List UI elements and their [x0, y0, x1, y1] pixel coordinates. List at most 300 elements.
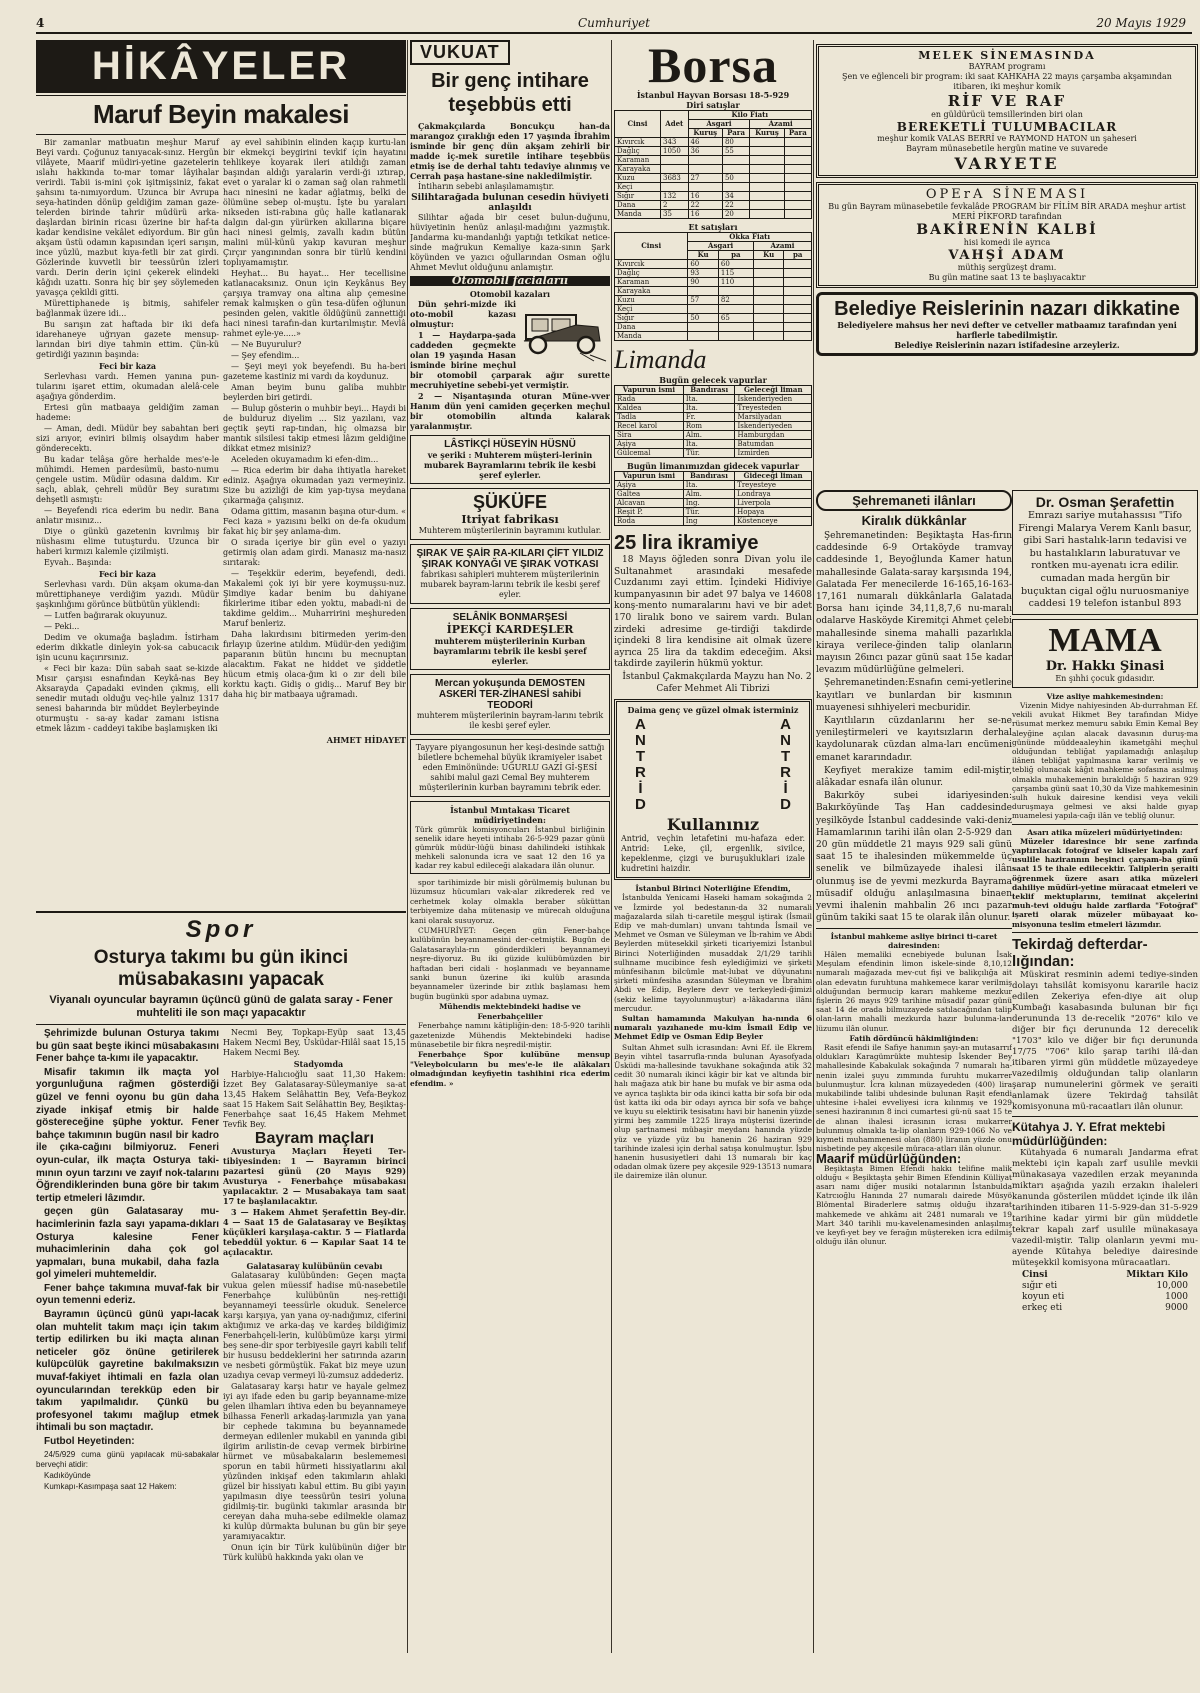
col-header: Vapurun ismi	[615, 386, 684, 395]
table-cell: Hamburgdan	[735, 431, 812, 440]
gs-paragraph: Galatasaray karşı hatır ve hayale gelmez iyi ayı ifade eden bu garip beyanname-mize gelen ilhamları ihtiva eden bu beyannameye bilhassa Fenerli arkadaş-larımızla yan yana bir cephede takımına bu beyannamede dermeyan edilenler mukabil en yanında gibi ilgirim arılistin-de cevap vermek birbirine hürmet ve müsabakaların beslememesi sporun en tabii hürmeti hissiyatlarını akıl yüzünden inkişaf eden takımların ahlaki güzel bir hissiyatı kabul ettim. Bu gibi yayın yapılmasın diye teessürün tesiri yoluna gidilmiş-tir. bugünki takımlar arasında bir cereyan daha muha-sebe edilmekle olamaz ki kulüp dürmakta bulunan bu gün bir şeye yaramıyacaktır.	[223, 1382, 406, 1541]
table-cell: 132	[661, 192, 689, 201]
divider	[816, 928, 1012, 929]
story-paragraph: Serlevhası vardı. Hemen yanına pun-tularını işaret ettim, okumadan alelâ-cele aşağıya gönderdim.	[36, 372, 219, 401]
kutahya-row	[1012, 1270, 1198, 1281]
table-cell: İta.	[683, 440, 735, 449]
table-cell	[753, 305, 784, 314]
story-title: Maruf Beyin makalesi	[93, 99, 349, 129]
spor-section	[36, 908, 406, 1652]
melek-line: en güldürücü temsillerinden biri olan	[931, 110, 1083, 119]
table-cell: Sığır	[615, 314, 688, 323]
table-cell: Rom	[683, 422, 735, 431]
table-cell: 46	[688, 138, 722, 147]
antrid-letter: A	[780, 716, 791, 734]
muhendis-title: Mühendis mektebindeki hadise ve Fenerbahçeliler	[439, 1002, 581, 1021]
col-header: Vapurun ismi	[615, 472, 684, 481]
kiralik-title: Kiralık dükkânlar	[861, 513, 967, 528]
mintaka-title: İstanbul Mıntakası Ticaret müdiriyetinden:	[450, 805, 570, 825]
table-cell: Manda	[615, 210, 661, 219]
col-header: Okka Fiatı	[688, 233, 812, 242]
table-cell: İzmirden	[735, 449, 812, 458]
kutahya-cins: sığır eti	[1022, 1280, 1058, 1291]
table-cell	[722, 183, 749, 192]
melek-varyete: VARYETE	[954, 154, 1060, 173]
antrid-letter: R	[780, 764, 791, 782]
story-paragraph: Bu sarışın zat haftada bir iki defa idarehaneye uğrıyan gazete mensup-larından biri diye tahmin ettim. Çün-kü getirdiği yazının başında:	[36, 320, 219, 359]
bayram-paragraph: Avusturya Maçları Heyeti Ter-tibiyesinden: 1 — Bayramın birinci pazartesi günü (20 Mayıs 929) Avusturya - Fenerbahçe müsabakası yapılacaktır. 2 — Musabakaya tam saat 17 te başlanılacaktır.	[223, 1146, 406, 1206]
right-column	[1012, 490, 1198, 1652]
vukuat-text: İntiharın sebebi anlaşılamamıştır.	[418, 182, 555, 191]
col-header: Bandırası	[683, 472, 734, 481]
spor-paragraph: Necmi Bey, Topkapı-Eyüp saat 13,45 Hakem Necmi Bey, Üsküdar-Hilâl saat 15,15 Hakem Necmi Bey.	[223, 1028, 406, 1057]
noter-signature: Sultan hamamında Makulyan ha-nında 6 numaralı yazıhanede mu-kim İsmail Edip ve Mehmet Edip ve Osman Edip Beyler	[614, 1013, 812, 1042]
ad-title: LÂSTİKÇİ HÜSEYİN HÜSNÜ	[444, 439, 576, 450]
table-row	[615, 440, 812, 449]
ad-title: SELÂNİK BONMARŞESİ	[452, 612, 568, 623]
table-cell	[753, 323, 784, 332]
ad-text: ve şeriki : Muhterem müşteri-lerinin mubarek Bayramlarını tebrik ile kesbi şeref eylerler.	[424, 450, 596, 480]
table-cell	[718, 332, 753, 341]
ilanlar-column	[816, 490, 1012, 1652]
table-row	[615, 156, 812, 165]
col-header: Cinsi	[615, 233, 688, 260]
table-row	[615, 481, 812, 490]
table-cell	[718, 305, 753, 314]
melek-line: Şen ve eğlenceli bir program: iki saat KAHKAHA 22 mayıs çarşamba akşamından itibaren, iki meşhur komik	[842, 72, 1172, 91]
table-cell	[784, 305, 812, 314]
muhendis-text: Fenerbahçe Spor kulübüne mensup "Veleybolcuların bu mes'e-le ile alâkaları olmadığından keyfiyetin tashihini rica ederim efendim. »	[410, 1050, 610, 1088]
table-cell: 80	[722, 138, 749, 147]
table-cell	[784, 210, 811, 219]
table-cell: 50	[688, 314, 719, 323]
divider	[36, 1024, 406, 1025]
vukuat-title: Bir genç intihare teşebbüs etti	[431, 70, 589, 116]
gs-paragraph: Galatasaray kulübünden: Geçen maçta vukua gelen müessif hadise mü-nasebetile Fenerbahçe kulübünün neş-rettiği beyannameyi teessürle okuduk. Senelerce karşı karşıya, yan yana oy-nadığımız, ciferini aktığımız ve arka-daş ve kardeş bildiğimiz Fenerbahçeli-lerin, kulübümüze karşı yirmi beş sene-dir spor terbiyesile gayri kabili telif bir hususu beddeklerini her satırında azarın ve nesbeti görmüştük. Fakat biz meye uzun uzadıya cevap vermeyi lü-zumsuz addederiz.	[223, 1271, 406, 1380]
fatih-title: Fatih dördüncü hâkimliğinden:	[849, 1033, 979, 1043]
gs-paragraph: Onun için bir Türk kulübünün diğer bir Türk kulübü hakkında yakı olan ve	[223, 1543, 406, 1562]
table-cell	[753, 287, 784, 296]
kutahya-table	[1012, 1270, 1198, 1314]
vukuat-text: Çakmakçılarda Boncukçu han-da marangoz çıraklığı eden 17 yaşında İbrahim isminde bir genç dün akşam zehirli bir madde iç-mek suretile intihare teşebbüs etmiş ise de derhal tahtı tedaviye alınmış ve Cerrah paşa hastane-sine nakledilmiştir.	[410, 121, 610, 181]
belediye-ad	[816, 292, 1198, 356]
table-cell: 115	[718, 269, 753, 278]
vize-text: Vizenin Midye nahiyesinden Ab-durrahman Ef. vekili avukat Hikmet Bey tarafından Midye rüsumat merkez memuru sabıkı Emin Kemal Bey aleyğine açılan alacak davasının duruş-ma gününde müddeaaleyhin ikametgâhi meçhul olduğundan tebliğat yapılamadığı anlaşılup ilânen tebliğat yapılmasına karar verilmiş ve tebliğ olunacak kâğıt mahkeme sofasına asılmış olmakla muhakemenin bırakıldığı 5 haziran 929 çarşamba günü saat 10,30 da Vize mahkemesinin sulh hukuk dairesine kendisi veya vekili duruşmaya gelmesi ve aksi halde gıyap muamelesi yapıla-cağı ilân ve tebliğ olunur.	[1012, 700, 1198, 821]
table-row	[615, 332, 812, 341]
table-cell: 16	[688, 192, 722, 201]
table-cell: Karayaka	[615, 165, 661, 174]
cumhuriyet-note: spor tarihimizde bir misli görülmemiş bulunan bu lüzumsuz hücumları vak-alar zikrederek red ve cerhetmek kolay olmakla beraber süküttan terbiyemize daha mütenasip ve mürecah olduğuna kani olarak susuyoruz.	[410, 878, 610, 925]
table-row	[615, 422, 812, 431]
table-cell: 22	[688, 201, 722, 210]
ad-text: muhterem müşterilerinin Kurban bayramlarını tebrik ile kesbi şeref eylerler.	[433, 636, 587, 666]
sehremaneti-text: Şehremanetinden:Esnafın cemi-yetlerine kayıtları ve bunlardan bir kısmının muayenesi sıhhiyeleri mecburidir.	[816, 678, 1012, 713]
col-header: Azami	[750, 120, 812, 129]
table-cell	[784, 183, 811, 192]
sehremaneti-title: Şehremaneti ilânları	[816, 490, 1012, 511]
story-paragraph: — Şey efendim...	[231, 351, 300, 360]
ad-title: ŞÜKÜFE	[472, 492, 547, 512]
melek-names: RİF VE RAF	[947, 92, 1067, 110]
story-paragraph: Daha lakırdısını bitirmeden yerim-den fırlayıp üzerine atıldım. Müdür-den yediğim paparanın bütün hıncını bu mecnuptan alacaktım. Fakat ne hiddet ve şiddetle hücum etmiş olaca-ğım ki o zır deli bile korktu kaçtı. Gidiş o gidiş... Maruf Bey bir daha hiç bir matbaaya uğramadı.	[223, 630, 406, 699]
osman-ad	[1012, 490, 1198, 615]
story-paragraph: — Rica ederim bir daha ihtiyatla hareket ediniz. Aşağıya okumadan yazı vermeyiniz. Size bu azizliği de kim yap-tıysa meydana çıkarmağa çalışınız.	[223, 466, 406, 505]
melek-line: Bayram münasebetile hergün matine ve suvarede	[906, 144, 1108, 153]
table-row	[615, 449, 812, 458]
table-cell: Marsilyadan	[735, 413, 812, 422]
story-col-right	[223, 138, 406, 735]
opera-ad	[816, 182, 1198, 288]
table-cell	[750, 174, 784, 183]
table-row	[615, 431, 812, 440]
table-cell: Kıvırcık	[615, 260, 688, 269]
table-cell: Kaldea	[615, 404, 684, 413]
story-paragraph: — Bulup gösterin o muhbir beyi... Haydi bi de bulduruz diyelim ... Siz yazılanı, vaz geçtik şeyti rap-tından, hiç olmazsa bir mantık silsilesi takip etmesi lâzım geldiğine dikkat etmez misiniz?	[223, 404, 406, 453]
automobile-illustration	[520, 301, 610, 363]
noter-title: İstanbul Birinci Noterliğine Efendim,	[635, 884, 791, 894]
table-cell	[784, 287, 812, 296]
story-body	[36, 138, 406, 735]
divider	[36, 134, 406, 135]
ad-box	[410, 435, 610, 484]
antrid-letter: İ	[638, 780, 643, 798]
table-cell: 50	[722, 174, 749, 183]
mama-sub: En şıhhi çocuk gıdasıdır.	[1055, 673, 1155, 683]
page-number: 4	[36, 16, 45, 30]
cumhuriyet-reply: CUMHURİYET: Geçen gün Fener-bahçe kulübünün beyannamesini der-cetmiştik. Bugün de Galatasaraylıla-rın gönderdikleri beyannameyi neşre-diyoruz. Bu iki güzide kulübümüzden bir haftadan beri cidali - hoşlanmadı ve beyanname sanki bunun üzerine iki kulüb arasında beyannameler üzerinde bir zıtlık başlaması hem bugün bugünkü spor adabına uymaz.	[410, 926, 610, 1001]
fatih-text: Rasit efendi ile Safiye hanımın şayı-an mutasarrıf oldukları Karagümrükte muhtesip İskender Bey mahallesinde Kabakulak sokağında 7 numaralı ha-nenin izalei şuyu zımmında furuhtu mukarrer bulunmuştur. İcra kılınan müzayededen (400) lira mukabilinde talibi uhdesinde bulunan Raşit efendi uhtesine i-halei evveliyesi icra kılınmış ve 1929 senesi haziranının 8 inci cumartesi gü-nü saat 15 te de alınan ihalesi icrasının icrası mukarrer bulunmuş olmakla ta-lip olanların 929-1066 No ve kıymeti muhammenesi olan (880) liranın yüzde onu nisbetinde pey akçesile müraca-atları ilân olunur.	[816, 1042, 1012, 1154]
table-cell: 36	[688, 147, 722, 156]
table-cell	[784, 323, 812, 332]
table-cell	[784, 296, 812, 305]
table-cell	[718, 287, 753, 296]
spor-col-right	[223, 1028, 406, 1564]
table-cell	[784, 260, 812, 269]
noter-text: Sultan Ahmet sulh icrasından: Avni Ef. ile Ekrem Beyin vihtel tasarrufla-rında bulunan Ayasofyada Üsküdi ma-hallesinde tavukhane sokağında atik 32 cedit 30 numaralı ikinci kâgir bir kat ve altında bir halı mağaza atık bir hane bu mufak ve bir asma oda ve ayrıca taşlıkta bir oda ikinci katta bir sofa bir oda üst katta iki oda bir odayı ayrıca bir sofa ve bahçe ve kuyu su elektirik tesisatını havi bir hanenin yüzde yirmi beş zammile 1225 liraya müşterisi üzerinde olup şartnamesi mübaşir meydanı hanında yüzde yüz ve yüzde yüz bu hanenin 26 haziran 929 tarihinde izalesi için derhal satışa konulmuştur. İşbu hanenin hususiyetleri dahi 13 numaralı bir kaç odadan olmak üzere pey akçesile 929-13513 numara ile dairemize ilân olunur.	[614, 1042, 812, 1181]
table-cell	[688, 323, 719, 332]
divider	[1012, 824, 1198, 825]
muze-text: Müzeler idaresince bir sene zarfında yaptırılacak fotoğraf ve kliseler kapalı zarf usulile hazirannın beşinci çarşam-ba günü saat 15 te ihale edilecektir. Taliplerin şeraiti öğrenmek üzere asarı atika müzeleri dahiliye müdüri-yetine müracaat etmeleri ve teklif mektuplarını, temiinat akçelerini muh-tevi olduğu halde zarflarda "Fotoğraf" işareti olarak müzeler mübayaat ko-misyonuna teslim etmeleri lâzımdır.	[1012, 836, 1198, 929]
spor-paragraph: 24/5/929 cuma günü yapılacak mü-sabakalar berveçhi atidir:	[36, 1449, 219, 1469]
opera-film: VAHŞİ ADAM	[948, 248, 1066, 263]
antrid-letter: A	[635, 716, 646, 734]
maarif-text: Beşiktaşta Bimen Efendi hakkı telifine malik olduğu « Beşiktaşta şehir Bimen Efendinin Külliyat asarı namı diğer musiki notalarının İstanbulda Katrcıoğlu Hanında 27 numaralı dairede Müsyö Blömental Biraderlere satmış olduğu ihzarat mahkemede ve ahkâmı ait 2481 numaralı ve 19 Mart 340 tarihli mu-kavelenamesinden anlaşılmış ve keyfi-yet bey ve ferağın müştereken icra edilmiş olduğu ilân olunur.	[816, 1163, 1012, 1247]
muhendis-text: Fenerbahçe namını kâtipliğin-den: 18-5-920 tarihli gazetenizde Mühendis Mektebindeki hadise münasebetile bir fıkra neşredil-miştir.	[410, 1021, 610, 1049]
belediye-text: Belediyelere mahsus her nevi defter ve cetveller matbaamız tarafından yeni harflerle tabedilmiştir.	[837, 320, 1177, 340]
spor-paragraph: Futbol Heyetinden:	[44, 1436, 135, 1447]
ikramiye-title: 25 lira ikramiye	[614, 532, 759, 554]
table-cell: Aşiya	[615, 481, 684, 490]
table-cell: Hopaya	[735, 508, 812, 517]
spor-paragraph: Kadıköyünde	[44, 1470, 91, 1480]
table-cell: Dana	[615, 201, 661, 210]
ad-box	[410, 488, 610, 540]
table-cell	[753, 260, 784, 269]
borsa-et-title: Et satışları	[688, 222, 738, 232]
antrid-ad	[614, 699, 812, 880]
maarif-title: Maarif müdürlüğünden:	[816, 1151, 962, 1167]
ad-subtitle: Itriyat fabrikası	[461, 513, 559, 526]
kutahya-kilo: 10,000	[1156, 1280, 1188, 1291]
hikayeler-column	[36, 40, 406, 930]
table-cell: 3683	[661, 174, 689, 183]
belediye-text: Belediye Reislerinin nazarı istifadesine arzeyleriz.	[894, 340, 1120, 350]
antrid-word	[780, 717, 791, 813]
table-cell	[661, 156, 689, 165]
table-cell	[784, 165, 811, 174]
spor-subtitle: Viyanalı oyuncular bayramın üçüncü günü de galata saray - Fener muhteliti ile son maçı yapacaktır	[49, 994, 393, 1019]
story-paragraph: — Aman, dedi. Müdür bey sabahtan beri sizi arıyor, eviniri bilmiş olsaydım haber gönderecektı.	[36, 424, 219, 453]
table-cell	[784, 156, 811, 165]
tekirdag-text: Müskirat resminin ademi tediye-sinden dolayı tahsilât komisyonu kararile haciz edilen Zekeriya efen-diye ait olup Kumbağı kasabasında bulunan bir fıçı derununda 13 de-recelik "2076" kilo ve diğer bir fıçı derununda 12 derecelik "1703" kilo ve diğer bir fıçı derununda 17/75 "706" kilo şarap tarihi ilâ-dan itibaren yirmi gün müddetle müzayedeye vazedilmiş olduğundan talip olanların şarap numunelerini görmek ve şeraiti anlamak üzere Tekirdağ tahsilât komisyonuna mü-racaatları ilân olunur.	[1012, 969, 1198, 1112]
ad-title: Mercan yokuşunda DEMOSTEN ASKERİ TER-ZİHANESİ sahibi TEODORİ	[434, 678, 586, 711]
vukuat-masthead: VUKUAT	[410, 40, 510, 65]
ikramiye-address: İstanbul Çakmakçılarda Mayzu han No. 2 Cafer Mehmet Ali Tibrizi	[622, 671, 812, 694]
col-header: Para	[722, 129, 749, 138]
table-cell: Recel karol	[615, 422, 684, 431]
table-cell: Batumdan	[735, 440, 812, 449]
table-cell	[784, 269, 812, 278]
table-cell	[750, 156, 784, 165]
opera-title: OPErA SİNEMASI	[925, 187, 1089, 202]
muze-title: Asarı atika müzeleri müdüriyetinden:	[1027, 827, 1183, 837]
table-cell	[753, 296, 784, 305]
table-cell	[688, 165, 722, 174]
kutahya-row	[1012, 1303, 1198, 1314]
table-cell: 55	[722, 147, 749, 156]
melek-line: BAYRAM programı	[968, 62, 1046, 71]
table-cell: Treyesteye	[735, 481, 812, 490]
melek-film: BEREKETLİ TULUMBACILAR	[896, 120, 1118, 134]
table-cell: Liverpola	[735, 499, 812, 508]
table-cell: Kıvırcık	[615, 138, 661, 147]
table-cell: 27	[688, 174, 722, 183]
opera-line: hisi komedi ile ayrıca	[963, 238, 1051, 247]
divider	[1012, 932, 1198, 933]
spor-paragraph: Şehrimizde bulunan Osturya takımı bu gün saat beşte ikinci müsabakasını Fener bahçe ta-kımı ile yapacaktır.	[36, 1028, 219, 1065]
ad-subtitle: İPEKÇİ KARDEŞLER	[446, 623, 574, 636]
borsa-et-table	[614, 232, 812, 341]
spor-paragraph: Kumkapı-Kasımpaşa saat 12 Hakem:	[44, 1481, 177, 1491]
table-cell: Dana	[615, 323, 688, 332]
table-cell	[784, 192, 811, 201]
table-cell: Keçi	[615, 305, 688, 314]
table-cell: 34	[722, 192, 749, 201]
table-cell: Kuzu	[615, 296, 688, 305]
table-row	[615, 323, 812, 332]
story-paragraph: Diye o günkü gazetenin kıvrılmış bir nüshasını elime tutuşturdu. Uzunca bir haberi kırmızı kalemle çizilmişti.	[36, 527, 219, 556]
table-cell	[688, 287, 719, 296]
mama-title: MAMA	[1048, 621, 1162, 659]
col-header: Asgari	[688, 120, 750, 129]
table-cell	[784, 174, 811, 183]
story-paragraph: ay evel sahibinin elinden kaçıp kurtu-lan bir ekmekçi beygirini tevkif için hayatını tehlikeye koyarak ileri atıldığı zaman başından aldığı yaralarin verdi-ği ıztırap, evet o yaralar ki o zaman sağ olan rahmetli hacı ninesini ne kadar ağlatmış, belki de ölümüne sebep ol-muştu. İşte bu yaraları nikseden isti-rabına güç halle katlanarak dalgın dal-gın yürürken akıllarına biçare haci ninesi gelmiş, zavallı kadın bütün malini mül-künü yakıp kavuran meşhur Çırçır yangınından sonra bir türlü kendini toplıyamamıştır.	[223, 138, 406, 267]
table-cell: Dağlıç	[615, 147, 661, 156]
sehremaneti-text: Kayıtlıların cüzdanlarını her se-ne yenileştirmeleri ve kayıtsızların derhal kaydolunarak cüzdan alma-ları encümeni emanet kararındadır.	[816, 716, 1012, 763]
table-cell: Gülcemal	[615, 449, 684, 458]
table-cell	[750, 192, 784, 201]
story-paragraph: Odama gittim, masanın başına otur-dum. « Feci kaza » yazısını belki on de-fa okudum fakat hiç bir şey anlama-dım.	[223, 507, 406, 536]
cinema-ads	[816, 40, 1198, 380]
table-row	[615, 395, 812, 404]
table-cell: Manda	[615, 332, 688, 341]
table-cell	[784, 147, 811, 156]
kutahya-cins: erkeç eti	[1022, 1302, 1063, 1313]
liman-gidecek-table	[614, 471, 812, 526]
vukuat-text: Dün şehri-mizde iki oto-mobil kazası olmuştur:	[410, 299, 516, 329]
antrid-text: Antrid, veçhin letafetini mu-hafaza eder. Antrid: Leke, çil, ergenlik, sivilce, kepeklenme, çizgi ve buruşukluklari izale kudretini haizdir.	[621, 834, 805, 874]
table-cell: Karaman	[615, 156, 661, 165]
limanda-title: Limanda	[614, 345, 707, 374]
ad-text: Tayyare piyangosunun her keşi-desinde sattığı biletlere bchemehal büyük ikramiyeler isabet eden Eminönünde: UĞURLU GAZİ Gİ-ŞESİ sahibi malul gazi Cemal Bey muhterem müşterilerinin kurban bayramını tebrik eder.	[415, 743, 605, 792]
bayram-title: Bayram maçları	[254, 1130, 375, 1147]
ad-box	[410, 544, 610, 604]
table-cell: Dağlıç	[615, 269, 688, 278]
table-cell: İta.	[683, 404, 735, 413]
col-header: Asgari	[688, 242, 754, 251]
borsa-subtitle: İstanbul Hayvan Borsası 18-5-929	[636, 90, 790, 100]
story-subhead: Feci bir kaza	[98, 569, 157, 579]
col-header: Ku	[753, 251, 784, 260]
table-cell: Tür.	[683, 449, 735, 458]
table-row	[615, 413, 812, 422]
table-cell: 93	[688, 269, 719, 278]
col-header: pa	[784, 251, 812, 260]
table-row	[615, 508, 812, 517]
spor-paragraph: Misafir takımın ilk maçta yol yorgunluğuna rağmen gösterdiği güzel ve fenni oyonu bu gün daha ziyade inkişaf etmiş bir halde göstereceğine şüphe yoktur. Fener bahçe takımının bugün nasıl bir kadro ile çıka-cağını bilmiyoruz. Feneri oyun-cular, ilk maçta Osturya taki-mının oyun tarzını ve zayıf nok-talarını Öğrendiklerinden buna göre bir takım tertip etmeleri lâzımdır.	[36, 1066, 219, 1204]
story-paragraph: O sırada içeriye bir gün evel o yazıyı getirmiş olan adam girdi. Manasız ma-nasız sırıtarak:	[223, 538, 406, 567]
table-row	[615, 269, 812, 278]
table-cell	[753, 278, 784, 287]
table-row	[615, 165, 812, 174]
story-paragraph: Aceleden okuyamadım ki efen-dim...	[231, 455, 379, 464]
table-cell: 35	[661, 210, 689, 219]
table-cell: 90	[688, 278, 719, 287]
borsa-title: Borsa	[648, 40, 778, 93]
table-cell: İskenderiyeden	[735, 395, 812, 404]
table-cell: Keçi	[615, 183, 661, 192]
vukuat-subhead: Otomobil kazaları	[469, 289, 551, 299]
table-row	[615, 210, 812, 219]
story-paragraph: « Feci bir kaza: Dün sabah saat se-kizde Mısır çarşısı esnafından Keykâ-nas Bey Aksarayda Çapadaki evinden çıkmış, elli senedir mutadı olduğu veç-hile yalnız 1317 senesi baharında bir müddet Beylerbeyinde oturmuştu - sa-ay kadar zamanı istisna etmek lâzım - caddeyi takibe başlamışken iki	[36, 664, 219, 733]
kutahya-row	[1012, 1292, 1198, 1303]
table-cell: Kuzu	[615, 174, 661, 183]
page-date: 20 Mayıs 1929	[1096, 16, 1186, 30]
bayram-paragraph: 3 — Hakem Ahmet Şerafettin Bey-dir. 4 — Saat 15 de Galatasaray ve Beşiktaş küçükleri karşılaşa-caktır. 5 — Fiatlarda tebeddül yoktur. 6 — Kapılar Saat 14 te açılacaktır.	[223, 1207, 406, 1257]
table-cell	[750, 201, 784, 210]
vukuat-column	[410, 40, 610, 1640]
story-paragraph: Mürettiphanede iş bitmiş, sahifeler bağlanmak üzere idi...	[36, 299, 219, 318]
story-paragraph: Dedim ve okumağa başladım. İstirham ederim dikkatle dinleyin yok-sa cabucacık işin ucunu kaçırırsınız.	[36, 633, 219, 662]
table-cell: İng.	[683, 499, 734, 508]
borsa-diri-table	[614, 110, 812, 219]
ad-text: muhterem müşterilerinin bayram-larını tebrik ile kesbi şeref eyler.	[416, 711, 604, 730]
spor-title: Osturya takımı bu gün ikinci müsabakasını yapacak	[93, 947, 349, 990]
opera-line: Bu gün Bayram münasebetile fevkalâde PROGRAM bir FİLİM BİR ARADA meşhur artist MERİ PİKFORD tarafından	[828, 202, 1186, 221]
spor-masthead: Spor	[185, 916, 257, 943]
table-cell: Treyesteden	[735, 404, 812, 413]
sehremaneti-text: Keyfiyet merakize tamim edil-miştir, alâkadar esnafa ilân olunur.	[816, 765, 1012, 789]
table-cell: Sığır	[615, 192, 661, 201]
bayram-text	[223, 1146, 406, 1257]
spor-fixtures	[223, 1028, 406, 1130]
hikayeler-masthead: HİKÂYELER	[36, 40, 406, 93]
table-row	[615, 174, 812, 183]
divider	[36, 911, 406, 913]
antrid-letters	[621, 715, 805, 815]
story-paragraph: Bir zamanlar matbuatın meşhur Maruf Beyi vardı. Çoğunuz tanıyacak-sınız. Hergün vilâyete, Maarif müdiri-yetine gazetelerin ıslahı hakkında to-mar tomar lâyihalar verirdi. Tabii is-mini çok işitmişsiniz, fakat şahsını ta-nımıyordum. Uzunca bir Avrupa seya-hatinden dönüp geldiğim zaman gaze-telerden birinde tahrir müdürü arka-daşlardan birinin ricası üzerine bir haf-ta kadar kendisine vekâlet ediyordum. Bir gün akşam üstü odamın kapısından içeri sarışın, ince yüzlü, mazbut kıya-fetli bir zat girdi. Gözlerinde kuvvetli bir teessürün izleri vardı. Derin derin içini çekerek elindeki kâğıdı uzattı. Sonra hiç bir şey söylemeden yavaşça çekildi gitti.	[36, 138, 219, 297]
col-header: Para	[784, 129, 811, 138]
table-cell: Tadla	[615, 413, 684, 422]
antrid-headline: Daima genç ve güzel olmak isterminiz	[627, 705, 799, 716]
kutahya-text: Kütahyada 6 numaralı Jandarma efrat mektebi için kapalı zarf usulile mevkii münakasaya vazedilen erzak meyanında miktarı aşağıda yazılı erzakın ihaleleri kanunda gösterilen müddet içinde ilk ilân tarihinden itibaren 11-5-929-dan 31-5-929 tarihine kadar yirmi bir gün müddetle tekrar kapalı zarf usulile münakasaya vazedil-miştir. Talip olanların yevmi mu-ayende Kütahya belediye dairesinde müteşekkil komisyona müracaatları.	[1012, 1147, 1198, 1268]
table-cell: 82	[718, 296, 753, 305]
table-cell	[661, 183, 689, 192]
spor-paragraph: Bayramın üçüncü günü yapı-lacak olan muhtelit takım maçı için takım tertip edilirken bu iki maçta alınan neticeler göz önüne getirilerek kulüpcülük gayretine bakılmaksızın muvaf-fakiyet ihtimali en fazla olan oyuncularından terekküp eden bir takım yapılmalıdır. Çünkü bu profesyonel takımı mağlup etmek ihtimali bu son maçtadır.	[36, 1309, 219, 1434]
table-cell: 110	[718, 278, 753, 287]
liman-gelecek-table	[614, 385, 812, 458]
table-row	[615, 287, 812, 296]
table-row	[615, 278, 812, 287]
vize-title: Vize asliye mahkemesinden:	[1046, 691, 1164, 701]
col-header: Cinsi	[615, 111, 661, 138]
kutahya-title: Kütahya J. Y. Efrat mektebi müdürlüğünden:	[1012, 1119, 1166, 1148]
table-cell	[718, 323, 753, 332]
kutahya-kilo: Miktarı Kilo	[1126, 1269, 1188, 1280]
story-paragraph: — Teşekkür ederim, beyefendi, dedi. Makalemi çok iyi bir yere koymuşsu-nuz. Şimdiye kadar benim bu dahiyane fikirlerime itibar eden yoktu, mabadi-ni de takdime geldim... Muharririni meşhureden Maruf benleriz.	[223, 569, 406, 628]
spor-col-left	[36, 1028, 219, 1564]
table-cell: 22	[722, 201, 749, 210]
divider	[1012, 1116, 1198, 1117]
osman-title: Dr. Osman Şerafettin	[1035, 494, 1175, 510]
table-row	[615, 517, 812, 526]
story-paragraph: Eyvah.. Başında:	[44, 558, 112, 567]
table-cell: İta.	[683, 481, 734, 490]
table-cell: 60	[688, 260, 719, 269]
table-cell: Karayaka	[615, 287, 688, 296]
table-row	[615, 499, 812, 508]
col-header: pa	[718, 251, 753, 260]
table-cell: İng	[683, 517, 734, 526]
opera-line: müthiş sergüzeşt dramı.	[957, 263, 1057, 272]
story-col-left	[36, 138, 219, 735]
belediye-title: Belediye Reislerinin nazarı dikkatine	[834, 298, 1180, 320]
table-cell	[784, 332, 812, 341]
tekirdag-title: Tekirdağ defterdar-lığından:	[1012, 935, 1148, 970]
melek-line: meşhur komik VALAS BERRİ ve RAYMOND HATON un şaheseri	[877, 134, 1137, 143]
borsa-diri-title: Diri satışlar	[686, 100, 740, 110]
antrid-letter: T	[635, 748, 645, 766]
col-header: Adet	[661, 111, 689, 138]
story-signature: AHMET HİDAYET	[326, 735, 406, 745]
column-rule	[611, 40, 612, 1653]
story-paragraph: — Lutfen bağırarak okuyunuz.	[44, 611, 168, 620]
table-cell: İta.	[683, 395, 735, 404]
column-rule	[813, 40, 814, 1653]
table-cell	[784, 278, 812, 287]
table-cell	[753, 314, 784, 323]
opera-line: Bu gün matine saat 13 te başlıyacaktır	[928, 273, 1086, 282]
table-cell	[750, 183, 784, 192]
table-row	[615, 490, 812, 499]
table-cell: Rada	[615, 395, 684, 404]
col-header: Gideceği liman	[735, 472, 812, 481]
table-row	[615, 138, 812, 147]
vukuat-subhead: Silihtarağada bulunan cesedin hüviyeti anlaşıldı	[411, 193, 609, 213]
col-header: Azami	[753, 242, 811, 251]
kutahya-cins: Cinsi	[1022, 1269, 1048, 1280]
table-cell: 2	[661, 201, 689, 210]
